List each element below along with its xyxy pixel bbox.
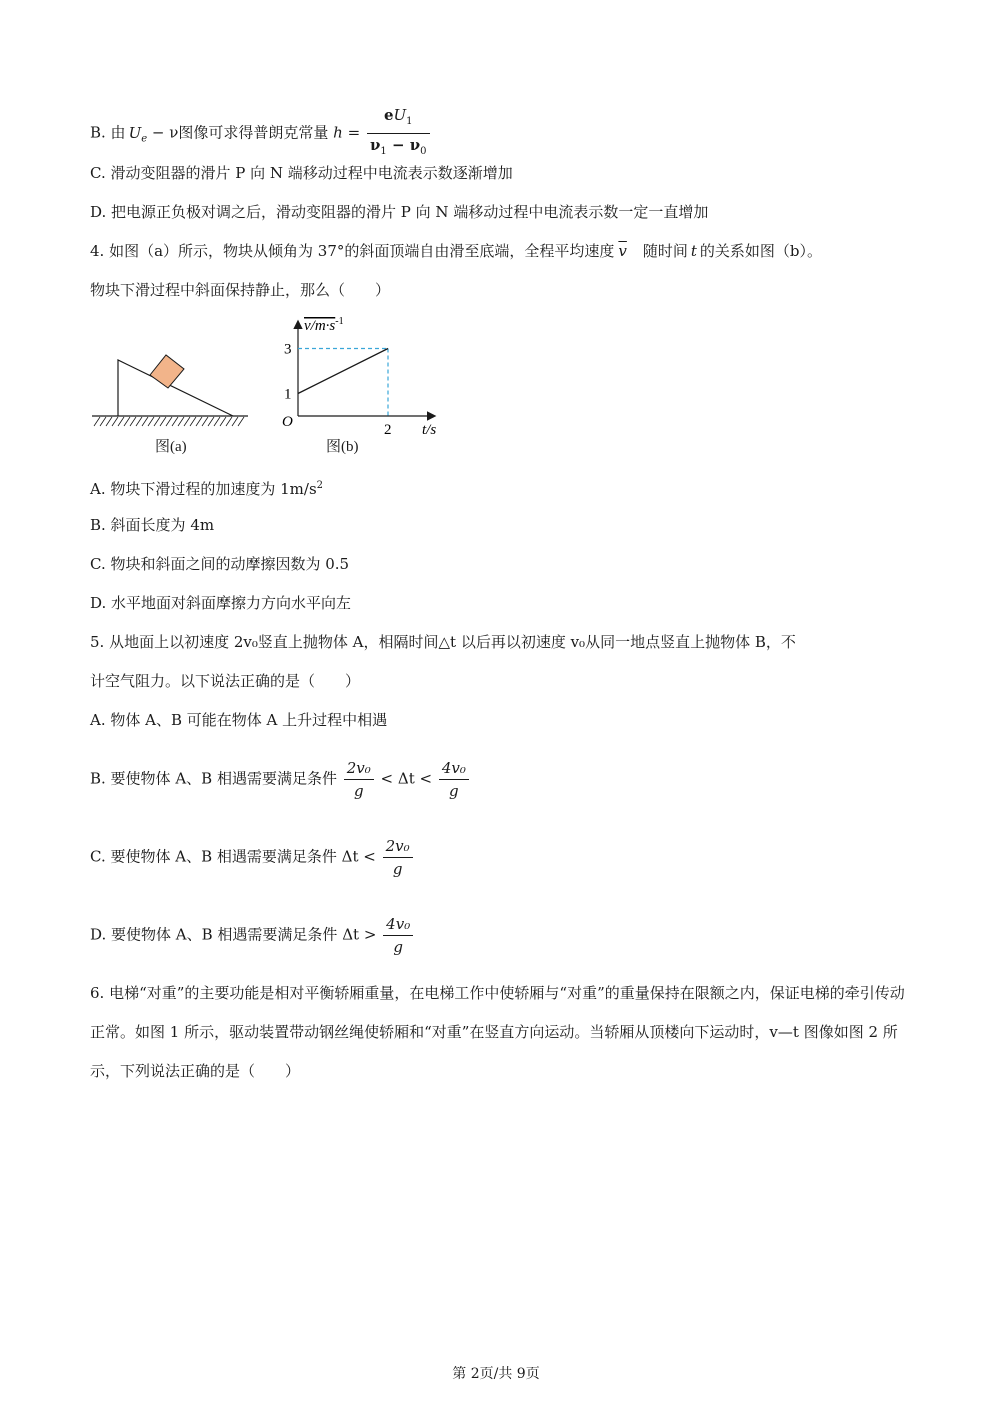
figure-a-caption: 图(a) bbox=[155, 439, 187, 455]
q5-stem: 5. 从地面上以初速度 2v₀竖直上抛物体 A，相隔时间△t 以后再以初速度 v₀从同一地点竖直上抛物体 B，不 bbox=[90, 633, 796, 651]
sliding-block bbox=[150, 355, 184, 388]
y-tick-label: 1 bbox=[284, 386, 292, 403]
q5-option-d: D. 要使物体 A、B 相遇需要满足条件 Δt > $\frac{\text{4v₀}}{g}$ bbox=[90, 913, 415, 958]
y-tick-label: 3 bbox=[284, 341, 292, 358]
y-axis-label: $v/m\cdot s^{-1}$ bbox=[304, 316, 344, 334]
page-footer: 第 2页/共 9页 bbox=[452, 1366, 540, 1382]
q5-option-b: B. 要使物体 A、B 相遇需要满足条件 $\frac{\text{2v₀}}{g}$ < Δt < $\frac{\text{4v₀}}{g}$ bbox=[90, 757, 471, 802]
figure-b-caption: 图(b) bbox=[326, 439, 359, 455]
y-axis-label-sup: -1 bbox=[335, 316, 344, 327]
q3-option-d: D. 把电源正负极对调之后，滑动变阻器的滑片 P 向 N 端移动过程中电流表示数一定一直增加 bbox=[90, 203, 709, 221]
q4-stem-line2: 物块下滑过程中斜面保持静止，那么（ ） bbox=[90, 281, 391, 299]
series-line bbox=[298, 349, 388, 394]
origin-label: O bbox=[282, 414, 293, 430]
q6-paragraph: 6. 电梯“对重”的主要功能是相对平衡轿厢重量，在电梯工作中使轿厢与“对重”的重量保持在限额之内，保证电梯的牵引传动正常。如图 1 所示，驱动装置带动钢丝绳使轿厢和“对重”在竖直方向运动。当轿厢从顶楼向下运动时，v—t 图像如图 2 所示，下列说法正确的是（ ） bbox=[90, 984, 905, 1080]
q4-option-d: D. 水平地面对斜面摩擦力方向水平向左 bbox=[90, 594, 352, 612]
planck-formula: $\frac{eU_1}{\nu_1 - \nu_0}$ bbox=[367, 104, 430, 163]
x-tick-label: 2 bbox=[384, 422, 392, 438]
q4-stem: 4. 如图（a）所示，物块从倾角为 37°的斜面顶端自由滑至底端，全程平均速度 $\overline{v}$ 随时间 t 的关系如图（b）。 bbox=[90, 242, 823, 260]
figure-b-graph bbox=[276, 312, 446, 442]
q4-option-a: A. 物块下滑过程的加速度为 $1m/s^2$ bbox=[90, 480, 324, 498]
q4-option-c: C. 物块和斜面之间的动摩擦因数为 0.5 bbox=[90, 555, 350, 573]
q3-option-c: C. 滑动变阻器的滑片 P 向 N 端移动过程中电流表示数逐渐增加 bbox=[90, 164, 513, 182]
q5-stem-line2: 计空气阻力。以下说法正确的是（ ） bbox=[90, 672, 361, 690]
q4-option-b: B. 斜面长度为 4m bbox=[90, 516, 215, 534]
q5-option-c: C. 要使物体 A、B 相遇需要满足条件 Δt < $\frac{\text{2v₀}}{g}$ bbox=[90, 835, 415, 880]
q5-option-a: A. 物体 A、B 可能在物体 A 上升过程中相遇 bbox=[90, 711, 388, 729]
q3-option-b: B. 由 $U_e - \nu$图像可求得普朗克常量 h = $\frac{eU_1}{\nu_1 - \nu_0}$ bbox=[90, 104, 432, 163]
x-axis-label: t/s bbox=[422, 422, 437, 438]
